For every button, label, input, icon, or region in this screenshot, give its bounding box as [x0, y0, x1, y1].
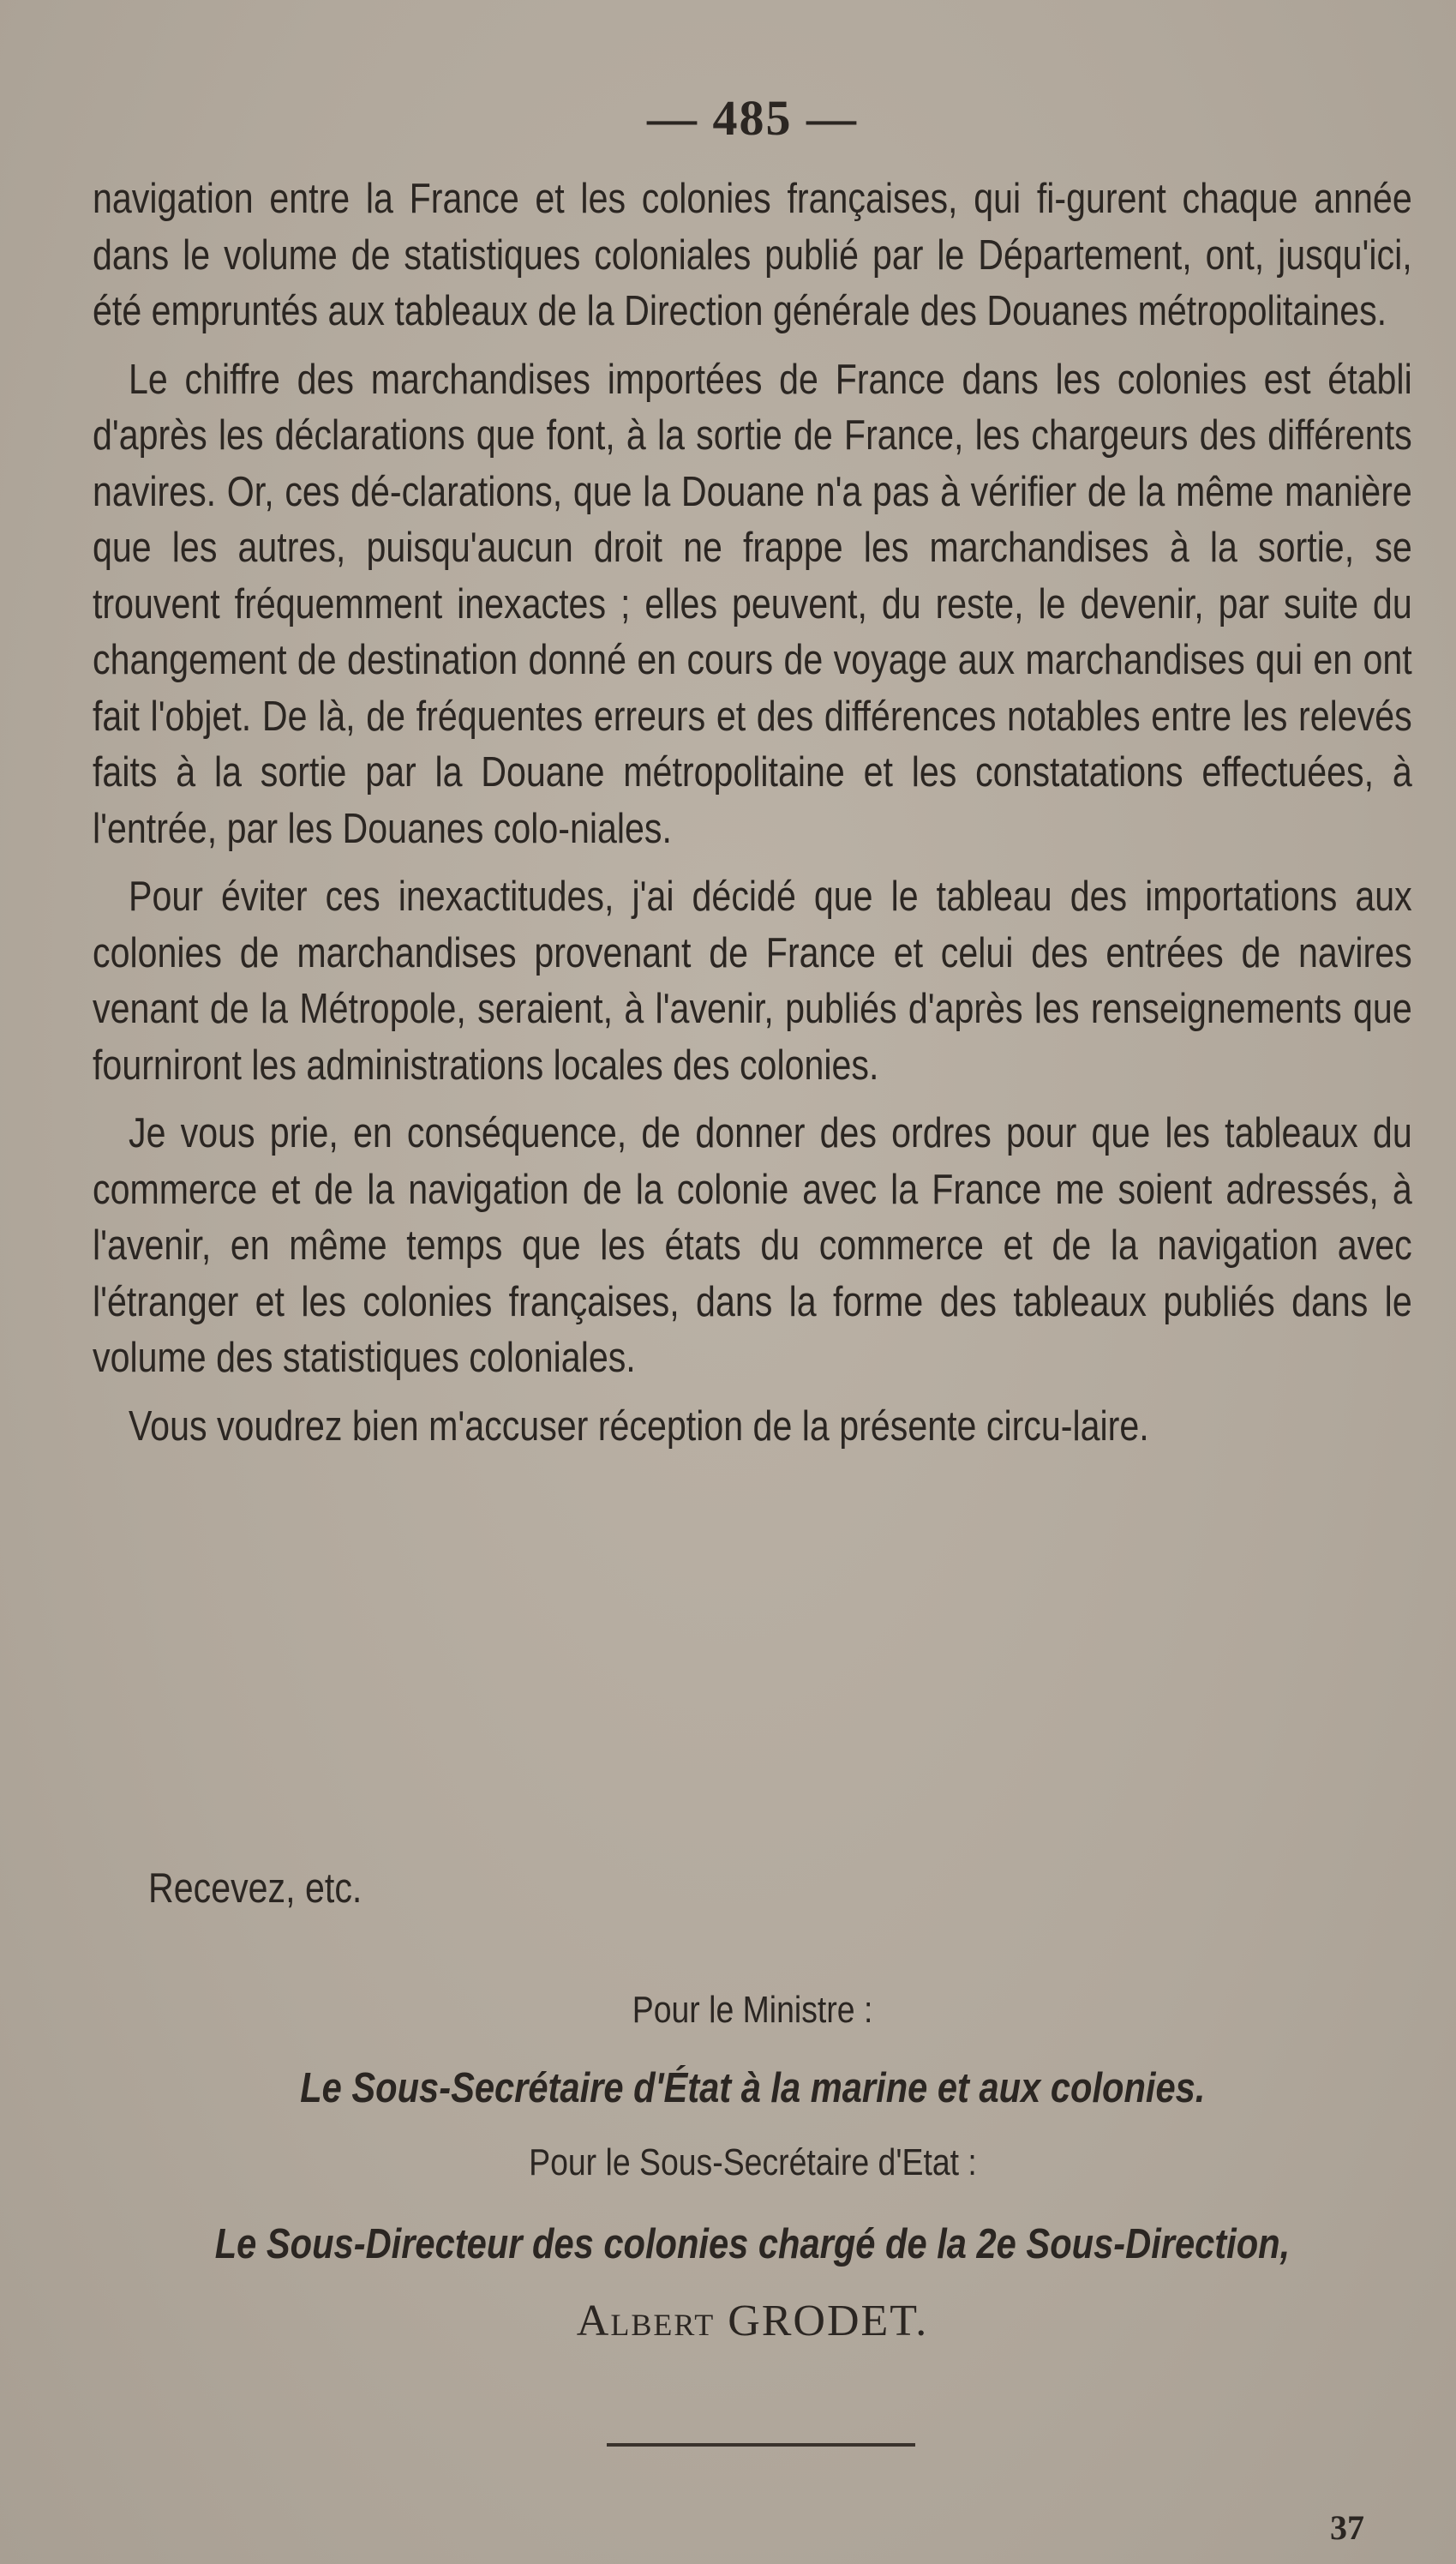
- signature-line-for-minister: [93, 1989, 1412, 2032]
- paragraph-3: Pour éviter ces inexactitudes, j'ai décidé que le tableau des importations aux colonies de marchandises provenant de France et celui des entrées de navires venant de la Métropole, seraient, à l'avenir, publiés d'après les renseignements que fourniront les administrations locales des colonies.: [93, 874, 1412, 1089]
- signature-line-2-text: Le Sous-Secrétaire d'État à la marine et aux colonies.: [299, 2065, 1206, 2111]
- signature-line-undersecretary: [93, 2064, 1412, 2112]
- page-number: — 485 —: [647, 90, 858, 146]
- document-page: [93, 0, 1412, 2564]
- signatory-name: [93, 2296, 1412, 2346]
- paragraph-1: navigation entre la France et les colonies françaises, qui fi-gurent chaque année dans le volume de statistiques coloniales publié par le Département, ont, jusqu'ici, été empruntés aux tableaux de la Direction générale des Douanes métropolitaines.: [93, 176, 1412, 334]
- signatory-first-name: Albert: [576, 2297, 716, 2345]
- divider-rule: [607, 2443, 915, 2447]
- signature-line-subdirector: [93, 2220, 1412, 2268]
- printer-signature-mark: 37: [1330, 2508, 1364, 2547]
- paragraph-5: Vous voudrez bien m'accuser réception de la présente circu-laire.: [129, 1402, 1149, 1450]
- closing-formula: Recevez, etc.: [148, 1865, 363, 1912]
- signatory-last-name: GRODET.: [728, 2297, 929, 2345]
- signature-line-4-text: Le Sous-Directeur des colonies chargé de la 2e Sous-Direction,: [214, 2221, 1291, 2267]
- paragraph-4: Je vous prie, en conséquence, de donner des ordres pour que les tableaux du commerce et de la navigation de la colonie avec la France me soient adressés, à l'avenir, en même temps que les états du commerce et de la navigation avec l'étranger et les colonies françaises, dans la forme des tableaux publiés dans le volume des statistiques coloniales.: [93, 1110, 1412, 1381]
- paragraph-2: Le chiffre des marchandises importées de France dans les colonies est établi d'après les déclarations que font, à la sortie de France, les chargeurs des différents navires. Or, ces dé-clarations, que la Douane n'a pas à vérifier de la même manière que les autres, puisqu'aucun droit ne frappe les marchandises à la sortie, se trouvent fréquemment inexactes ; elles peuvent, du reste, le devenir, par suite du changement de destination donné en cours de voyage aux marchandises qui en ont fait l'objet. De là, de fréquentes erreurs et des différences notables entre les relevés faits à la sortie par la Douane métropolitaine et les constatations effectuées, à l'entrée, par les Douanes colo-niales.: [93, 356, 1412, 852]
- signature-line-3-text: Pour le Sous-Secrétaire d'Etat :: [528, 2141, 977, 2183]
- signature-line-for-undersecretary: [93, 2141, 1412, 2184]
- signature-line-1-text: Pour le Ministre :: [632, 1989, 873, 2031]
- body-text: [93, 171, 1412, 1467]
